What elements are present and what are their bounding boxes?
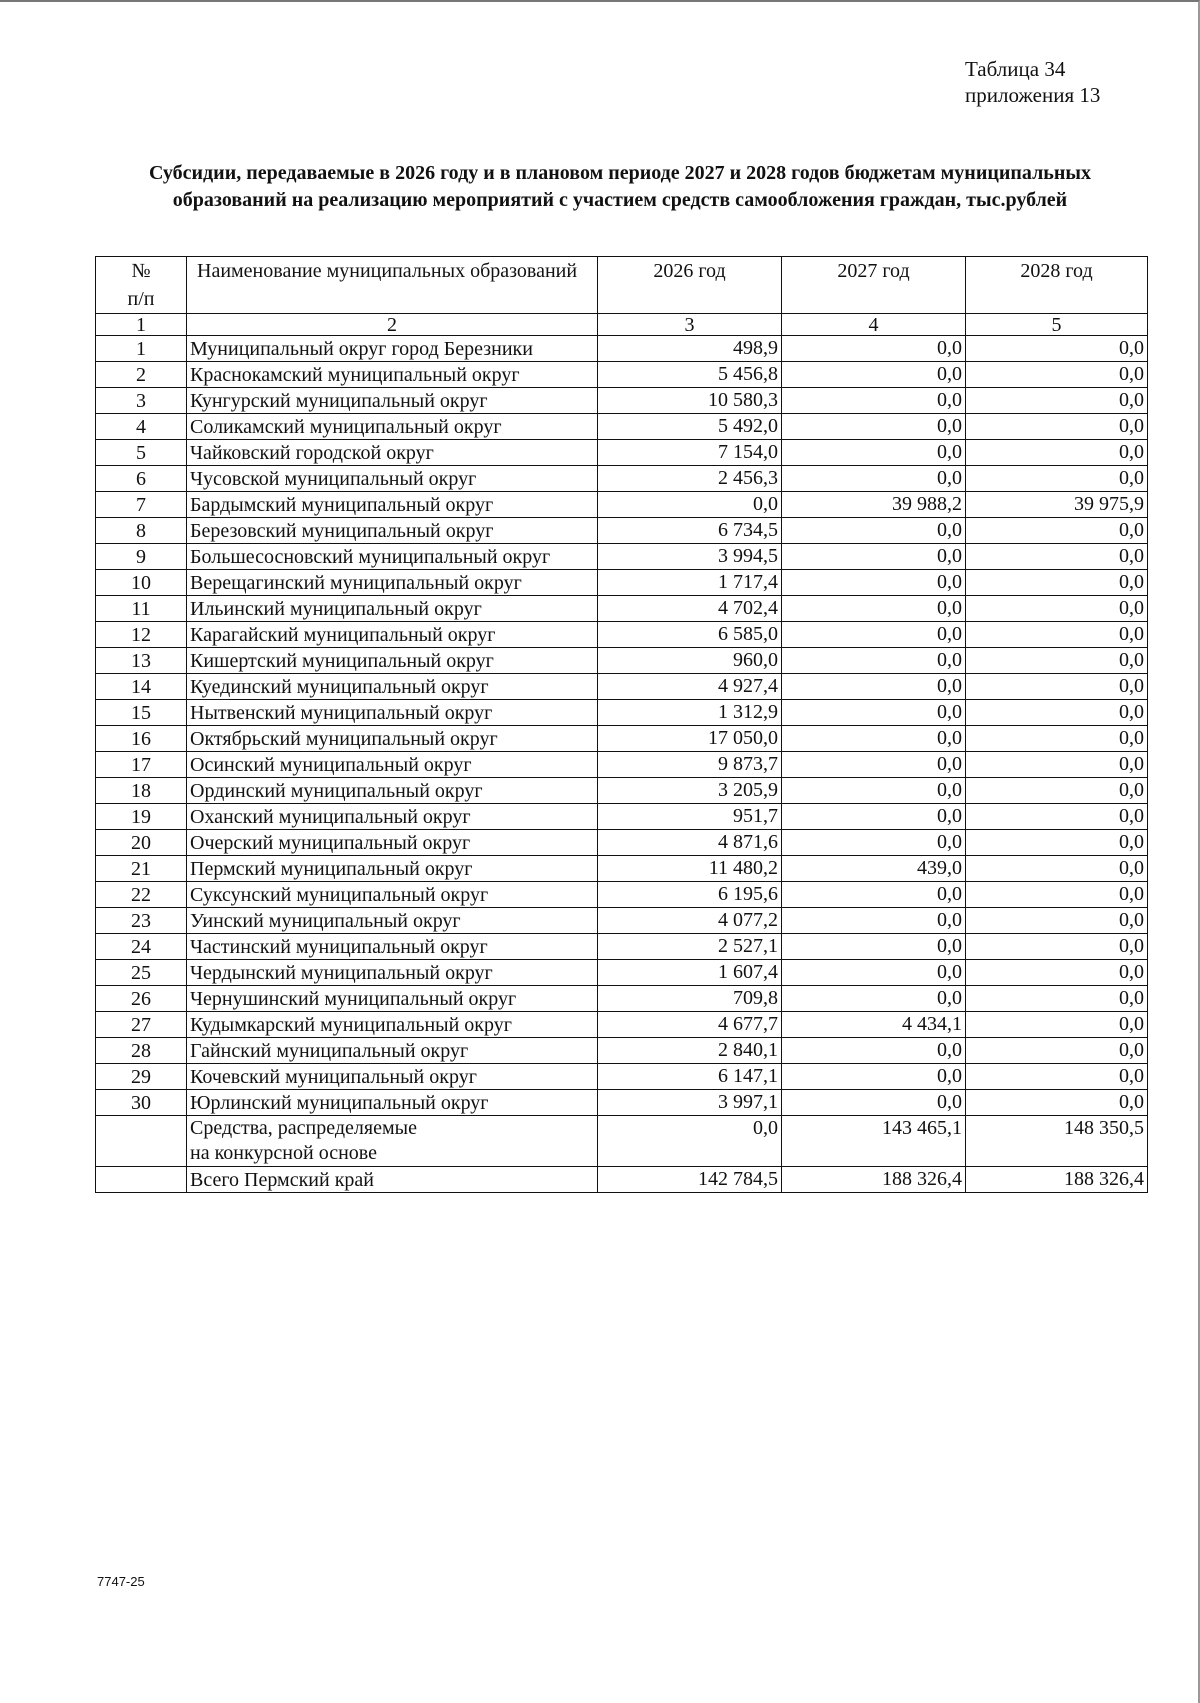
row-number: 1 [96,336,187,362]
table-row [96,492,1148,518]
total-2027: 188 326,4 [782,1167,966,1193]
municipality-name: Куединский муниципальный округ [187,674,598,700]
table-row [96,856,1148,882]
value-2026: 4 871,6 [598,830,782,856]
value-2028: 0,0 [966,960,1148,986]
value-2028: 0,0 [966,362,1148,388]
municipality-name: Гайнский муниципальный округ [187,1038,598,1064]
municipality-name: Ильинский муниципальный округ [187,596,598,622]
value-2028: 0,0 [966,1012,1148,1038]
table-row [96,934,1148,960]
row-number: 4 [96,414,187,440]
row-number: 26 [96,986,187,1012]
municipality-name: Березовский муниципальный округ [187,518,598,544]
value-2028: 0,0 [966,804,1148,830]
value-2027: 0,0 [782,960,966,986]
row-number: 24 [96,934,187,960]
column-number: 5 [966,314,1148,336]
value-2028: 0,0 [966,440,1148,466]
municipality-name: Верещагинский муниципальный округ [187,570,598,596]
row-number: 28 [96,1038,187,1064]
municipality-name: Чайковский городской округ [187,440,598,466]
value-2026: 1 312,9 [598,700,782,726]
row-number: 22 [96,882,187,908]
value-2026: 6 147,1 [598,1064,782,1090]
table-row [96,570,1148,596]
row-number: 25 [96,960,187,986]
row-number: 21 [96,856,187,882]
header-2028: 2028 год [966,257,1148,314]
table-row [96,466,1148,492]
value-2028: 0,0 [966,856,1148,882]
table-reference [965,56,1100,108]
value-2027: 0,0 [782,648,966,674]
header-number [96,257,187,314]
value-2027: 0,0 [782,440,966,466]
row-number: 20 [96,830,187,856]
value-2028: 0,0 [966,1038,1148,1064]
competitive-name-line-1: Средства, распределяемые [190,1117,417,1139]
value-2027: 0,0 [782,830,966,856]
subsidies-table [95,256,1148,1193]
value-2027: 0,0 [782,934,966,960]
table-row [96,388,1148,414]
value-2026: 6 585,0 [598,622,782,648]
row-number: 12 [96,622,187,648]
value-2028: 0,0 [966,1064,1148,1090]
municipality-name: Большесосновский муниципальный округ [187,544,598,570]
value-2028: 0,0 [966,518,1148,544]
value-2027: 4 434,1 [782,1012,966,1038]
value-2027: 0,0 [782,986,966,1012]
header-name: Наименование муниципальных образований [187,257,598,314]
row-number: 7 [96,492,187,518]
row-number: 14 [96,674,187,700]
total-name: Всего Пермский край [187,1167,598,1193]
row-number: 27 [96,1012,187,1038]
value-2027: 0,0 [782,336,966,362]
value-2028: 0,0 [966,596,1148,622]
column-number: 1 [96,314,187,336]
municipality-name: Кочевский муниципальный округ [187,1064,598,1090]
row-number: 13 [96,648,187,674]
table-row [96,414,1148,440]
row-number [96,1167,187,1193]
value-2028: 0,0 [966,414,1148,440]
value-2027: 0,0 [782,882,966,908]
value-2027: 0,0 [782,674,966,700]
row-number: 10 [96,570,187,596]
value-2028: 0,0 [966,336,1148,362]
table-row [96,726,1148,752]
municipality-name: Юрлинский муниципальный округ [187,1090,598,1116]
value-2026: 11 480,2 [598,856,782,882]
row-number: 9 [96,544,187,570]
table-row [96,518,1148,544]
value-2028: 0,0 [966,388,1148,414]
row-number: 2 [96,362,187,388]
table-row [96,1090,1148,1116]
value-2027: 0,0 [782,596,966,622]
value-2028: 0,0 [966,466,1148,492]
value-2028: 0,0 [966,934,1148,960]
table-row [96,700,1148,726]
document-code: 7747-25 [97,1574,145,1589]
value-2027: 0,0 [782,1038,966,1064]
value-2026: 4 702,4 [598,596,782,622]
column-number: 2 [187,314,598,336]
header-number-text: № п/п [127,260,155,310]
header-2026: 2026 год [598,257,782,314]
row-number: 29 [96,1064,187,1090]
municipality-name: Оханский муниципальный округ [187,804,598,830]
header-2027: 2027 год [782,257,966,314]
value-2028: 0,0 [966,986,1148,1012]
row-number: 17 [96,752,187,778]
total-2026: 142 784,5 [598,1167,782,1193]
municipality-name: Бардымский муниципальный округ [187,492,598,518]
table-row [96,544,1148,570]
table-row [96,908,1148,934]
table-number: Таблица 34 [965,57,1066,81]
value-2026: 1 607,4 [598,960,782,986]
value-2027: 0,0 [782,700,966,726]
title-line-2: образований на реализацию мероприятий с участием средств самообложения граждан, тыс.рублей [172,189,1068,211]
value-2028: 0,0 [966,622,1148,648]
column-number: 4 [782,314,966,336]
value-2026: 6 734,5 [598,518,782,544]
value-2026: 498,9 [598,336,782,362]
row-number: 15 [96,700,187,726]
value-2026: 0,0 [598,492,782,518]
municipality-name: Частинский муниципальный округ [187,934,598,960]
row-number: 11 [96,596,187,622]
column-number: 3 [598,314,782,336]
value-2028: 0,0 [966,778,1148,804]
table-row [96,960,1148,986]
value-2027: 0,0 [782,908,966,934]
value-2026: 9 873,7 [598,752,782,778]
table-row [96,752,1148,778]
municipality-name: Чернушинский муниципальный округ [187,986,598,1012]
municipality-name: Пермский муниципальный округ [187,856,598,882]
value-2026: 7 154,0 [598,440,782,466]
value-2026: 17 050,0 [598,726,782,752]
value-2028: 0,0 [966,570,1148,596]
value-2026: 2 456,3 [598,466,782,492]
value-2026: 4 927,4 [598,674,782,700]
value-2028: 0,0 [966,830,1148,856]
table-row [96,1012,1148,1038]
municipality-name: Краснокамский муниципальный округ [187,362,598,388]
value-2026: 3 994,5 [598,544,782,570]
row-number: 6 [96,466,187,492]
value-2026: 4 077,2 [598,908,782,934]
municipality-name: Октябрьский муниципальный округ [187,726,598,752]
table-row [96,1064,1148,1090]
value-2026: 4 677,7 [598,1012,782,1038]
row-number: 23 [96,908,187,934]
value-2027: 0,0 [782,388,966,414]
table-row [96,362,1148,388]
value-2027: 0,0 [782,518,966,544]
value-2026: 951,7 [598,804,782,830]
table-row [96,674,1148,700]
value-2026: 960,0 [598,648,782,674]
value-2026: 2 527,1 [598,934,782,960]
competitive-name-line-2: на конкурсной основе [190,1142,377,1164]
document-title [95,160,1145,214]
value-2026: 3 997,1 [598,1090,782,1116]
total-row [96,1167,1148,1193]
value-2028: 148 350,5 [966,1116,1148,1167]
value-2028: 0,0 [966,700,1148,726]
appendix-number: приложения 13 [965,83,1101,107]
municipality-name: Чердынский муниципальный округ [187,960,598,986]
value-2027: 0,0 [782,414,966,440]
table-row [96,648,1148,674]
municipality-name: Чусовской муниципальный округ [187,466,598,492]
row-number: 8 [96,518,187,544]
table-header-row [96,257,1148,314]
value-2026: 10 580,3 [598,388,782,414]
value-2027: 0,0 [782,544,966,570]
value-2026: 0,0 [598,1116,782,1167]
municipality-name: Кишертский муниципальный округ [187,648,598,674]
value-2028: 0,0 [966,648,1148,674]
municipality-name: Кудымкарский муниципальный округ [187,1012,598,1038]
value-2028: 0,0 [966,726,1148,752]
value-2028: 0,0 [966,908,1148,934]
row-number: 3 [96,388,187,414]
table-row [96,596,1148,622]
value-2027: 0,0 [782,466,966,492]
value-2027: 0,0 [782,804,966,830]
municipality-name: Нытвенский муниципальный округ [187,700,598,726]
column-numbers-row [96,314,1148,336]
municipality-name: Суксунский муниципальный округ [187,882,598,908]
value-2026: 5 456,8 [598,362,782,388]
value-2027: 0,0 [782,362,966,388]
value-2026: 5 492,0 [598,414,782,440]
competitive-funds-name [187,1116,598,1167]
row-number: 5 [96,440,187,466]
value-2026: 2 840,1 [598,1038,782,1064]
value-2026: 3 205,9 [598,778,782,804]
value-2028: 0,0 [966,544,1148,570]
row-number: 19 [96,804,187,830]
title-line-1: Субсидии, передаваемые в 2026 году и в плановом периоде 2027 и 2028 годов бюджетам муниципальных [148,162,1092,184]
row-number: 30 [96,1090,187,1116]
value-2026: 1 717,4 [598,570,782,596]
value-2028: 0,0 [966,882,1148,908]
table-row [96,830,1148,856]
municipality-name: Кунгурский муниципальный округ [187,388,598,414]
table-row [96,440,1148,466]
municipality-name: Соликамский муниципальный округ [187,414,598,440]
value-2027: 0,0 [782,1064,966,1090]
value-2028: 0,0 [966,752,1148,778]
total-2028: 188 326,4 [966,1167,1148,1193]
municipality-name: Осинский муниципальный округ [187,752,598,778]
row-number: 16 [96,726,187,752]
municipality-name: Карагайский муниципальный округ [187,622,598,648]
value-2027: 0,0 [782,726,966,752]
table-row [96,778,1148,804]
value-2028: 0,0 [966,1090,1148,1116]
value-2027: 39 988,2 [782,492,966,518]
value-2026: 709,8 [598,986,782,1012]
municipality-name: Ординский муниципальный округ [187,778,598,804]
value-2027: 0,0 [782,778,966,804]
value-2027: 0,0 [782,570,966,596]
table-row [96,1038,1148,1064]
row-number [96,1116,187,1167]
value-2027: 0,0 [782,1090,966,1116]
table-row [96,622,1148,648]
value-2027: 143 465,1 [782,1116,966,1167]
value-2028: 0,0 [966,674,1148,700]
value-2027: 0,0 [782,622,966,648]
value-2026: 6 195,6 [598,882,782,908]
competitive-funds-row [96,1116,1148,1167]
municipality-name: Уинский муниципальный округ [187,908,598,934]
municipality-name: Муниципальный округ город Березники [187,336,598,362]
value-2027: 439,0 [782,856,966,882]
table-row [96,336,1148,362]
table-row [96,986,1148,1012]
municipality-name: Очерский муниципальный округ [187,830,598,856]
table-row [96,804,1148,830]
value-2027: 0,0 [782,752,966,778]
row-number: 18 [96,778,187,804]
table-row [96,882,1148,908]
value-2028: 39 975,9 [966,492,1148,518]
